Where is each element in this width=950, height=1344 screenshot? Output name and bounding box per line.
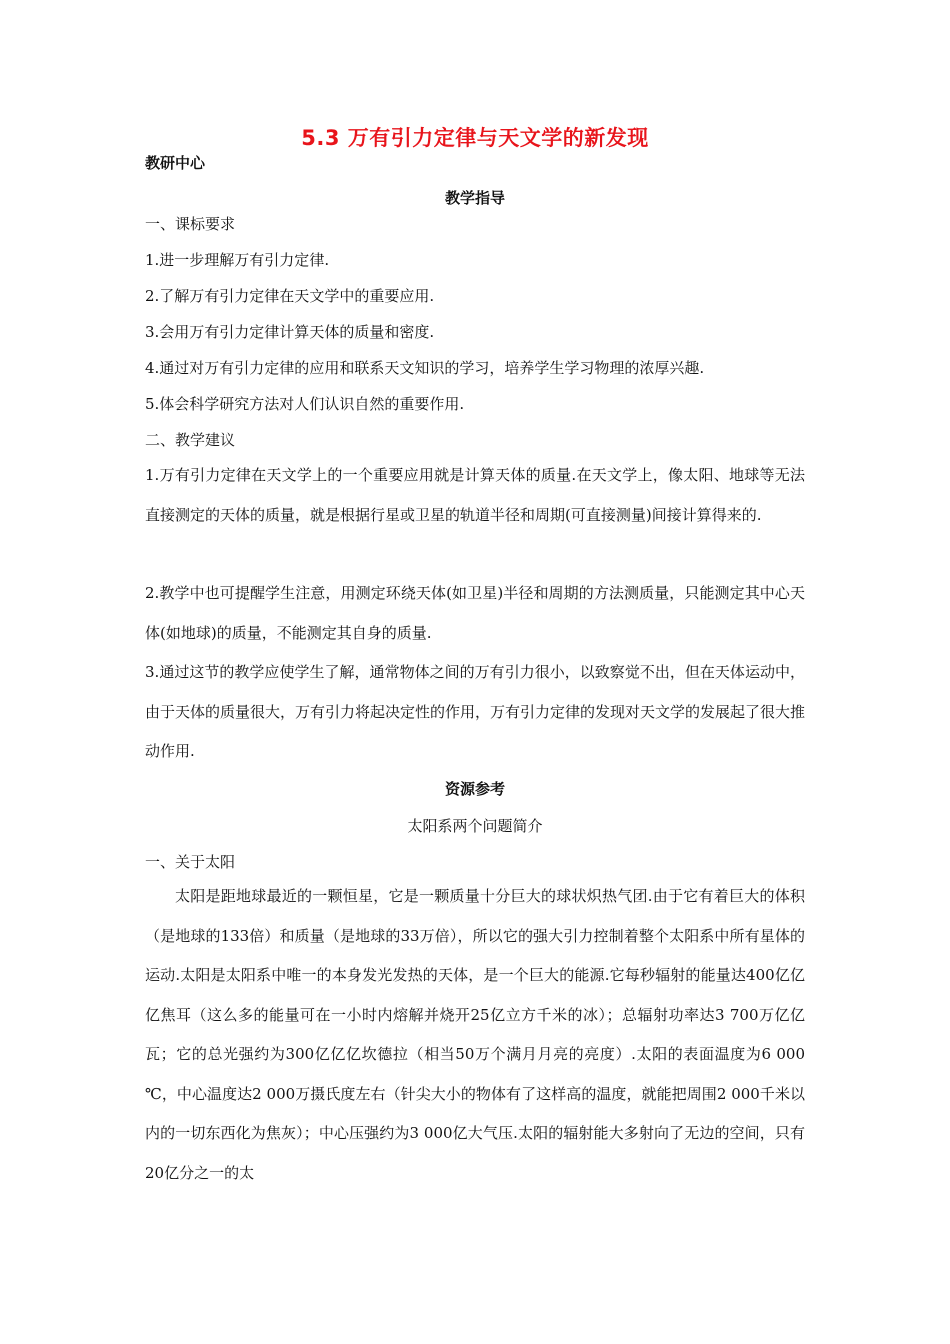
article-title: 太阳系两个问题简介 (407, 817, 543, 835)
teaching-suggestions-title: 二、教学建议 (145, 431, 236, 449)
requirement-item: 5.体会科学研究方法对人们认识自然的重要作用. (145, 395, 465, 413)
requirement-item: 2.了解万有引力定律在天文学中的重要应用. (145, 287, 435, 305)
curriculum-requirements-title: 一、课标要求 (145, 215, 236, 233)
about-sun-title: 一、关于太阳 (145, 853, 236, 871)
requirement-item: 3.会用万有引力定律计算天体的质量和密度. (145, 323, 435, 341)
resources-heading: 资源参考 (444, 780, 505, 798)
sun-paragraph: 太阳是距地球最近的一颗恒星，它是一颗质量十分巨大的球状炽热气团.由于它有着巨大的体积（是地球的133倍）和质量（是地球的33万倍），所以它的强大引力控制着整个太阳系中所有星体的运动.太阳是太阳系中唯一的本身发光发热的天体，是一个巨大的能源.它每秒辐射的能量达400亿亿亿焦耳（这么多的能量可在一小时内熔解并烧开25亿立方千米的冰）；总辐射功率达3 700万亿亿瓦；它的总光强约为300亿亿亿坎德拉（相当50万个满月月亮的亮度）.太阳的表面温度为6 000 ℃，中心温度达2 000万摄氏度左右（针尖大小的物体有了这样高的温度，就能把周围2 000千米以内的一切东西化为焦灰）；中心压强约为3 000亿大气压.太阳的辐射能大多射向了无边的空间，只有20亿分之一的太 (145, 887, 805, 1182)
requirement-item: 1.进一步理解万有引力定律. (145, 251, 330, 269)
document-title: 5.3 万有引力定律与天文学的新发现 (301, 126, 649, 150)
suggestion-paragraph: 2.教学中也可提醒学生注意，用测定环绕天体(如卫星)半径和周期的方法测质量，只能测定其中心天体(如地球)的质量，不能测定其自身的质量. (145, 584, 805, 642)
requirement-item: 4.通过对万有引力定律的应用和联系天文知识的学习，培养学生学习物理的浓厚兴趣. (145, 359, 705, 377)
suggestion-paragraph: 3.通过这节的教学应使学生了解，通常物体之间的万有引力很小，以致察觉不出，但在天体运动中，由于天体的质量很大，万有引力将起决定性的作用，万有引力定律的发现对天文学的发展起了很大推动作用. (145, 663, 806, 760)
suggestion-paragraph: 1.万有引力定律在天文学上的一个重要应用就是计算天体的质量.在天文学上，像太阳、地球等无法直接测定的天体的质量，就是根据行星或卫星的轨道半径和周期(可直接测量)间接计算得来的. (145, 466, 805, 524)
teaching-guide-heading: 教学指导 (444, 189, 505, 207)
section-label: 教研中心 (145, 154, 206, 172)
